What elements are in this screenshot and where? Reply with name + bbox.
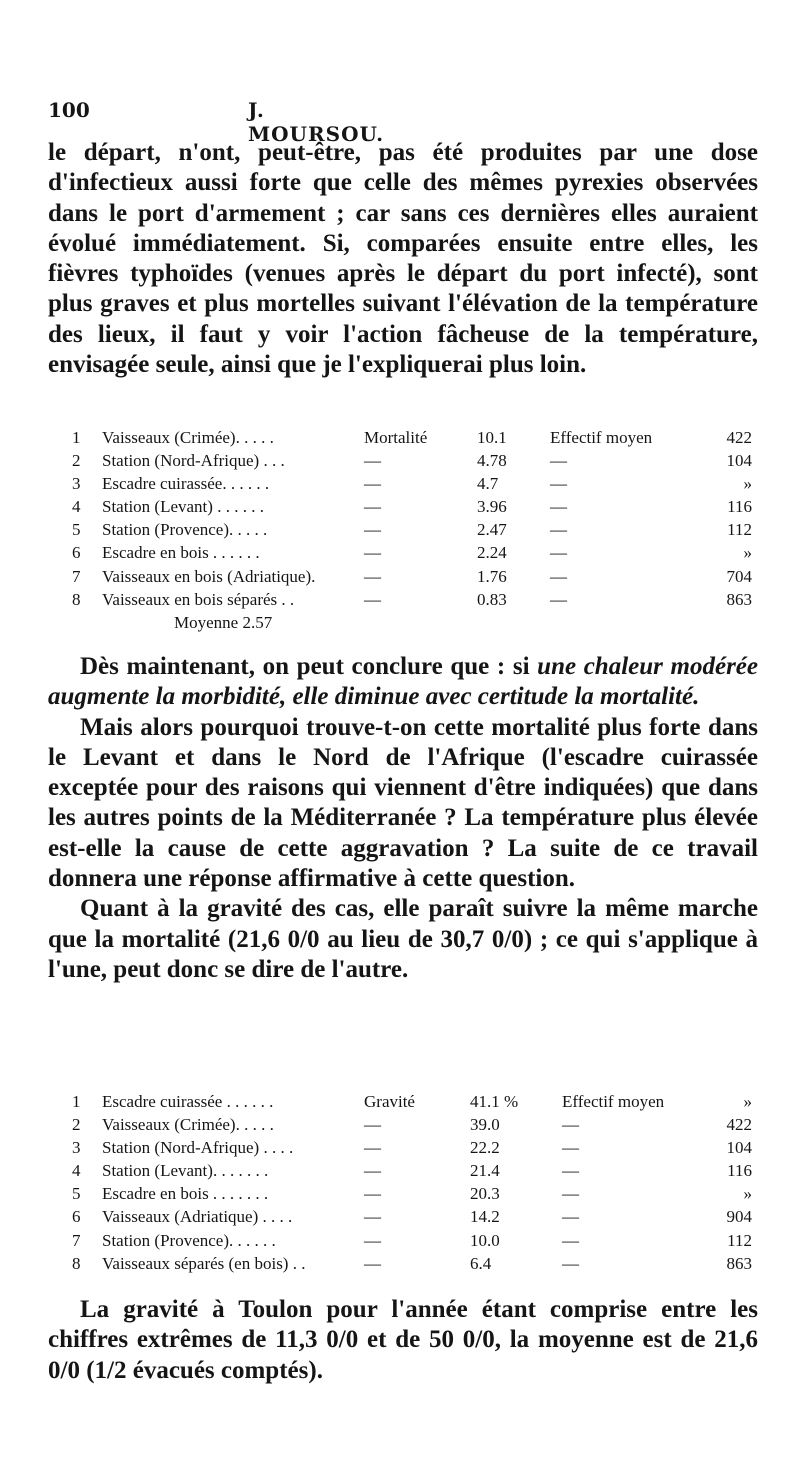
row-number: 4 [72,497,81,517]
row-label: — [364,497,381,517]
row-name: Escadre cuirassée. . . . . . [102,474,270,494]
table-row [72,1231,752,1254]
row-name: Vaisseaux en bois (Adriatique). [102,566,316,586]
row-count: 112 [727,520,752,540]
row-label: — [364,1253,381,1273]
row-count: » [743,474,752,494]
table-row [72,1138,752,1161]
row-count: 422 [726,1115,752,1135]
row-label: — [364,543,381,563]
row-effectif-label: — [562,1207,579,1227]
row-label: — [364,1115,381,1135]
row-label: — [364,1138,381,1158]
row-name: Vaisseaux (Crimée). . . . . [102,428,274,447]
table-row [72,1184,752,1207]
row-value: 2.47 [477,520,507,540]
row-number: 7 [72,1230,81,1250]
row-number: 8 [72,1253,81,1273]
row-label: — [364,474,381,494]
conclusion-paragraph: Dès maintenant, on peut conclure que : si une chaleur modérée augmente la morbidité, elle diminue avec certitude la mortalité. [48,653,758,711]
table-row [72,543,752,566]
row-value: 39.0 [470,1115,500,1135]
question-paragraph: Mais alors pourquoi trouve-t-on cette mortalité plus forte dans le Levant et dans le Nord de l'Afrique (l'escadre cuirassée exceptée pour des raisons qui viennent d'être indiquées) que dans les autres points de la Méditerranée ? La température plus élevée est-elle la cause de cette aggravation ? La suite de ce travail donnera une réponse affirmative à cette question. [48,713,758,893]
row-number: 1 [72,1092,81,1111]
row-value: 4.78 [477,451,507,471]
row-value: 0.83 [477,589,507,609]
row-count: 863 [726,589,752,609]
row-value: 6.4 [470,1253,492,1273]
row-effectif-label: — [562,1115,579,1135]
row-count: 116 [727,1161,752,1181]
row-name: Escadre en bois . . . . . . [102,543,260,563]
table-row [72,520,752,543]
running-header [48,98,385,146]
row-effectif-label: — [562,1161,579,1181]
row-value: 4.7 [477,474,499,494]
row-label: — [364,1161,381,1181]
row-name: Vaisseaux en bois séparés . . [102,589,295,609]
row-value: 22.2 [470,1138,500,1158]
row-count: 112 [727,1230,752,1250]
row-count: 863 [726,1253,752,1273]
row-name: Vaisseaux (Adriatique) . . . . [102,1207,293,1227]
row-value: 21.4 [470,1161,500,1181]
row-effectif-label: — [550,497,567,517]
row-effectif-label: — [562,1184,579,1204]
mortality-table [72,428,752,636]
row-value: 3.96 [477,497,507,517]
row-value: 2.24 [477,543,507,563]
row-number: 6 [72,1207,81,1227]
row-value: 14.2 [470,1207,500,1227]
row-label: — [364,1184,381,1204]
row-number: 5 [72,520,81,540]
row-label: — [364,589,381,609]
row-value: 1.76 [477,566,507,586]
row-name: Vaisseaux (Crimée). . . . . [102,1115,274,1135]
row-label: — [364,566,381,586]
intro-paragraph: le départ, n'ont, peut-être, pas été produites par une dose d'infectieux aussi forte que celle des mêmes pyrexies observées dans le port d'armement ; car sans ces dernières elles auraient évolué immédiatement. Si, comparées ensuite entre elles, les fièvres typhoïdes (venues après le départ du port infecté), sont plus graves et plus mortelles suivant l'élévation de la température des lieux, il faut y voir l'action fâcheuse de la température, envisagée seule, ainsi que je l'expliquerai plus loin. [48,139,758,379]
row-effectif-label: — [562,1138,579,1158]
row-label: — [364,1230,381,1250]
row-value: 10.1 [477,428,507,447]
row-value: 20.3 [470,1184,500,1204]
row-label: — [364,451,381,471]
row-number: 2 [72,1115,81,1135]
conclusion-paragraph-block [48,652,758,985]
row-effectif-label: — [550,520,567,540]
table-row [72,1207,752,1230]
row-name: Station (Levant). . . . . . . [102,1161,269,1181]
row-name: Escadre en bois . . . . . . . [102,1184,269,1204]
row-effectif-label: Effectif moyen [562,1092,665,1111]
row-effectif-label: — [550,589,567,609]
row-count: » [743,543,752,563]
row-effectif-label: — [550,474,567,494]
row-label: — [364,520,381,540]
row-number: 5 [72,1184,81,1204]
row-name: Station (Provence). . . . . . [102,1230,276,1250]
table-mean-row: Moyenne 2.57 [174,612,273,632]
table-row [72,1254,752,1277]
row-name: Vaisseaux séparés (en bois) . . [102,1253,306,1273]
final-paragraph-block [48,1295,758,1386]
table-row [72,428,752,451]
row-count: 104 [726,1138,752,1158]
intro-paragraph-block [48,138,758,380]
row-effectif-label: — [562,1230,579,1250]
table-row [72,567,752,590]
row-effectif-label: Effectif moyen [550,428,653,447]
row-effectif-label: — [550,566,567,586]
row-count: 104 [726,451,752,471]
row-value: 10.0 [470,1230,500,1250]
table-row [72,474,752,497]
row-count: 704 [726,566,752,586]
row-name: Station (Provence). . . . . [102,520,268,540]
row-effectif-label: — [562,1253,579,1273]
row-number: 6 [72,543,81,563]
running-author: J. MOURSOU. [248,98,385,146]
row-name: Station (Nord-Afrique) . . . . [102,1138,294,1158]
table-row [72,1161,752,1184]
conclusion-emphasis: une chaleur modérée augmente la morbidité, elle diminue avec certitude la mortalité. [48,653,758,711]
row-effectif-label: — [550,451,567,471]
row-name: Station (Levant) . . . . . . [102,497,264,517]
row-number: 1 [72,428,81,447]
gravity-paragraph: Quant à la gravité des cas, elle paraît suivre la même marche que la mortalité (21,6 0/0 au lieu de 30,7 0/0) ; ce qui s'applique à l'une, peut donc se dire de l'autre. [48,895,758,983]
row-count: » [743,1184,752,1204]
row-number: 4 [72,1161,81,1181]
row-value: 41.1 % [470,1092,519,1111]
row-name: Station (Nord-Afrique) . . . [102,451,285,471]
row-count: 422 [726,428,752,447]
row-count: » [743,1092,752,1111]
row-label: Mortalité [364,428,428,447]
table-row [72,451,752,474]
table-row [72,590,752,613]
final-paragraph: La gravité à Toulon pour l'année étant comprise entre les chiffres extrêmes de 11,3 0/0 et de 50 0/0, la moyenne est de 21,6 0/0 (1/2 évacués comptés). [48,1296,758,1384]
row-count: 904 [726,1207,752,1227]
row-label: Gravité [364,1092,415,1111]
page-number: 100 [48,98,90,122]
row-number: 7 [72,566,81,586]
table-row [72,1092,752,1115]
row-number: 3 [72,474,81,494]
gravity-table [72,1092,752,1277]
table-row [72,1115,752,1138]
row-number: 2 [72,451,81,471]
row-number: 3 [72,1138,81,1158]
row-name: Escadre cuirassée . . . . . . [102,1092,274,1111]
table-row [72,497,752,520]
row-count: 116 [727,497,752,517]
row-label: — [364,1207,381,1227]
row-effectif-label: — [550,543,567,563]
row-number: 8 [72,589,81,609]
